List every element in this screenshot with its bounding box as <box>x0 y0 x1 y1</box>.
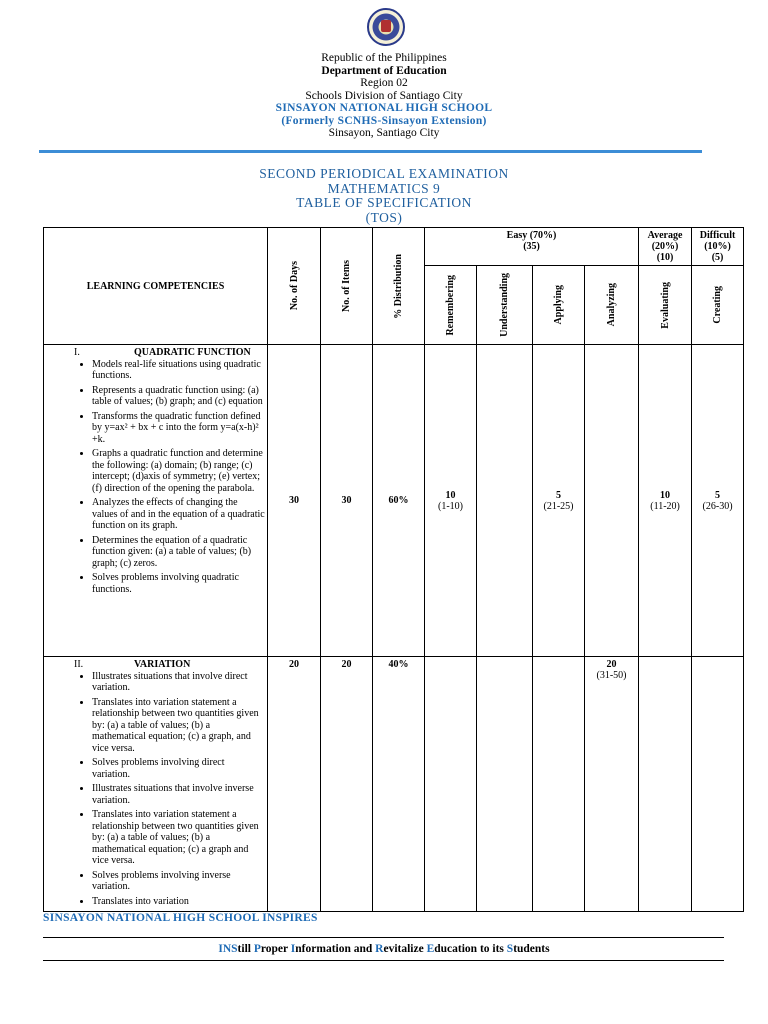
average-header: Average (20%) (10) <box>639 228 692 266</box>
evaluating-cell: 10 (11-20) <box>639 345 692 657</box>
distribution-header: % Distribution <box>373 228 425 345</box>
title-line3: TABLE OF SPECIFICATION <box>296 195 472 210</box>
school-motto <box>0 943 768 955</box>
motto-segment: roper <box>260 943 291 955</box>
understanding-header: Understanding <box>477 266 533 345</box>
school-address: Sinsayon, Santiago City <box>328 127 440 139</box>
remembering-header: Remembering <box>425 266 477 345</box>
title-line4: (TOS) <box>365 209 403 225</box>
creating-cell: 5 (26-30) <box>692 345 744 657</box>
competency-cell-quadratic <box>44 345 268 657</box>
motto-segment: tudents <box>513 943 550 955</box>
header-rule <box>39 150 702 153</box>
school-formerly: (Formerly SCNHS-Sinsayon Extension) <box>281 114 487 127</box>
motto-segment: P <box>253 943 261 955</box>
motto-segment: INS <box>218 943 238 955</box>
list-item: • Solves problems involving direct variation. <box>92 757 265 780</box>
competency-list <box>48 359 265 596</box>
evaluating-cell <box>639 657 692 912</box>
header-line1: Republic of the Philippines <box>321 52 447 64</box>
list-item: • Translates into variation statement a relationship between two quantities given by: (a) a table of values; (b) a mathematical equation; (c) a graph, and vice versa. <box>92 697 265 755</box>
analyzing-cell: 20 (31-50) <box>585 657 639 912</box>
analyzing-cell <box>585 345 639 657</box>
list-item: • Represents a quadratic function using: (a) table of values; (b) graph; and (c) equation <box>92 385 265 408</box>
no-of-items-header: No. of Items <box>321 228 373 345</box>
understanding-cell <box>477 657 533 912</box>
applying-cell <box>533 657 585 912</box>
days-cell: 20 <box>268 657 321 912</box>
motto-segment: evitalize <box>383 943 427 955</box>
days-cell: 30 <box>268 345 321 657</box>
items-cell: 30 <box>321 345 373 657</box>
list-item: • Analyzes the effects of changing the values of and in the equation of a quadratic function on its graph. <box>92 497 265 532</box>
analyzing-header: Analyzing <box>585 266 639 345</box>
list-item: • Translates into variation statement a relationship between two quantities given by: (a) a table of values; (b) a mathematical equation; (c) a graph and vice versa. <box>92 809 265 867</box>
title-line2: MATHEMATICS 9 <box>327 180 441 196</box>
creating-header: Creating <box>692 266 744 345</box>
school-inspires: SINSAYON NATIONAL HIGH SCHOOL INSPIRES <box>43 912 318 924</box>
easy-header: Easy (70%) (35) <box>425 228 639 266</box>
motto-segment: E <box>426 943 435 955</box>
list-item: • Transforms the quadratic function defined by y=ax² + bx + c into the form y=a(x-h)² +k. <box>92 411 265 446</box>
table-row-quadratic <box>44 345 744 657</box>
header-line3: Region 02 <box>360 77 408 89</box>
list-item: • Models real-life situations using quadratic functions. <box>92 359 265 382</box>
footer-rule-bottom <box>43 960 724 961</box>
understanding-cell <box>477 345 533 657</box>
applying-cell: 5 (21-25) <box>533 345 585 657</box>
no-of-days-header: No. of Days <box>268 228 321 345</box>
list-item: • Determines the equation of a quadratic function given: (a) a table of values; (b) graph; (c) zeros. <box>92 535 265 570</box>
deped-seal <box>367 8 405 46</box>
list-item: • Illustrates situations that involve direct variation. <box>92 671 265 694</box>
list-item: • Solves problems involving quadratic functions. <box>92 572 265 595</box>
section-title: VARIATION <box>134 659 191 670</box>
list-item: • Translates into variation <box>92 896 265 908</box>
motto-segment: R <box>375 943 384 955</box>
footer-rule-top <box>43 937 724 938</box>
header-line4: Schools Division of Santiago City <box>305 89 463 102</box>
section-number: I. <box>74 347 80 358</box>
list-item: • Graphs a quadratic function and determine the following: (a) domain; (b) range; (c) intercept; (d)axis of symmetry; (e) vertex; (f) direction of the opening the parabola. <box>92 448 265 494</box>
tos-table <box>43 227 744 912</box>
creating-cell <box>692 657 744 912</box>
list-item: • Solves problems involving inverse variation. <box>92 870 265 893</box>
section-title: QUADRATIC FUNCTION <box>134 347 251 358</box>
school-name: SINSAYON NATIONAL HIGH SCHOOL <box>275 102 493 114</box>
motto-segment: ducation to its <box>434 943 507 955</box>
list-item: • Illustrates situations that involve inverse variation. <box>92 783 265 806</box>
header-line2: Department of Education <box>321 64 447 77</box>
motto-segment: I <box>290 943 296 955</box>
motto-segment: S <box>506 943 514 955</box>
difficult-header: Difficult (10%) (5) <box>692 228 744 266</box>
motto-segment: till <box>237 943 254 955</box>
title-line1: SECOND PERIODICAL EXAMINATION <box>259 166 509 181</box>
learning-competencies-header: LEARNING COMPETENCIES <box>44 228 268 345</box>
remembering-cell: 10 (1-10) <box>425 345 477 657</box>
table-row-variation <box>44 657 744 912</box>
dist-cell: 60% <box>373 345 425 657</box>
remembering-cell <box>425 657 477 912</box>
items-cell: 20 <box>321 657 373 912</box>
competency-cell-variation <box>44 657 268 912</box>
dist-cell: 40% <box>373 657 425 912</box>
competency-list <box>48 671 265 908</box>
evaluating-header: Evaluating <box>639 266 692 345</box>
applying-header: Applying <box>533 266 585 345</box>
document-title <box>0 167 768 225</box>
section-number: II. <box>74 659 84 670</box>
motto-segment: nformation and <box>295 943 376 955</box>
letterhead <box>0 52 768 140</box>
